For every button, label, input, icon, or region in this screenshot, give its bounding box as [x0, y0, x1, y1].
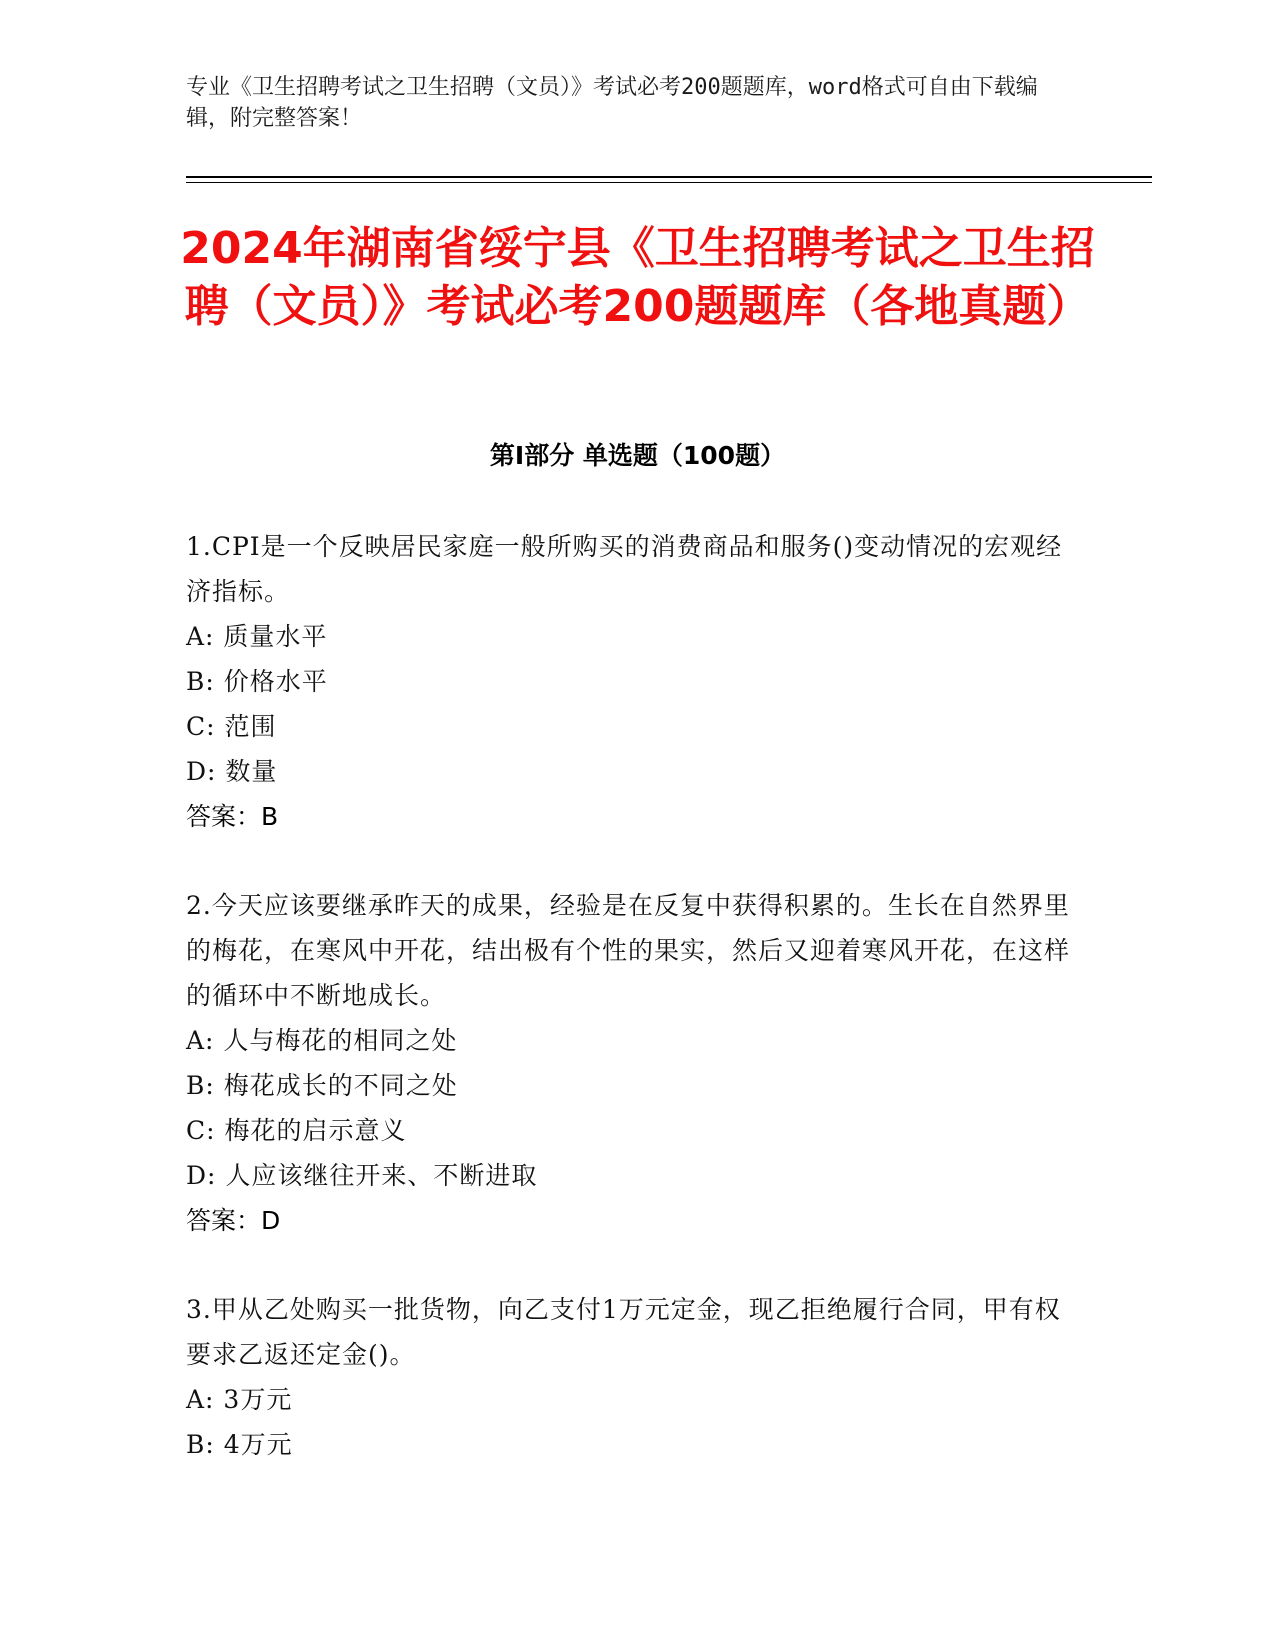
section-title: 第I部分 单选题（100题）	[489, 441, 786, 470]
option-b: B: 价格水平	[186, 667, 328, 696]
option-a: A: 质量水平	[186, 622, 328, 651]
question-stem: 1.CPI是一个反映居民家庭一般所购买的消费商品和服务()变动情况的宏观经济指标。	[186, 532, 1063, 606]
header-divider-thick	[186, 176, 1152, 178]
question-2	[186, 883, 1086, 1243]
option-c: C: 梅花的启示意义	[186, 1116, 407, 1145]
question-3	[186, 1287, 1086, 1467]
option-b: B: 4万元	[186, 1430, 293, 1459]
option-d: D: 人应该继往开来、不断进取	[186, 1161, 538, 1190]
header-divider-thin	[186, 182, 1152, 183]
option-b: B: 梅花成长的不同之处	[186, 1071, 458, 1100]
question-stem: 2.今天应该要继承昨天的成果，经验是在反复中获得积累的。生长在自然界里的梅花，在寒风中开花，结出极有个性的果实，然后又迎着寒风开花，在这样的循环中不断地成长。	[186, 891, 1071, 1010]
option-d: D: 数量	[186, 757, 278, 786]
option-a: A: 人与梅花的相同之处	[186, 1026, 458, 1055]
answer-line: 答案：B	[186, 802, 279, 831]
question-list	[186, 524, 1086, 1511]
question-stem: 3.甲从乙处购买一批货物，向乙支付1万元定金，现乙拒绝履行合同，甲有权要求乙返还定金()。	[186, 1295, 1061, 1369]
option-c: C: 范围	[186, 712, 277, 741]
answer-line: 答案：D	[186, 1206, 281, 1235]
question-1	[186, 524, 1086, 839]
option-a: A: 3万元	[186, 1385, 293, 1414]
header-note: 专业《卫生招聘考试之卫生招聘（文员）》考试必考200题题库，word格式可自由下载编辑，附完整答案！	[186, 75, 1038, 131]
document-title: 2024年湖南省绥宁县《卫生招聘考试之卫生招聘（文员）》考试必考200题题库（各地真题）	[180, 223, 1095, 332]
